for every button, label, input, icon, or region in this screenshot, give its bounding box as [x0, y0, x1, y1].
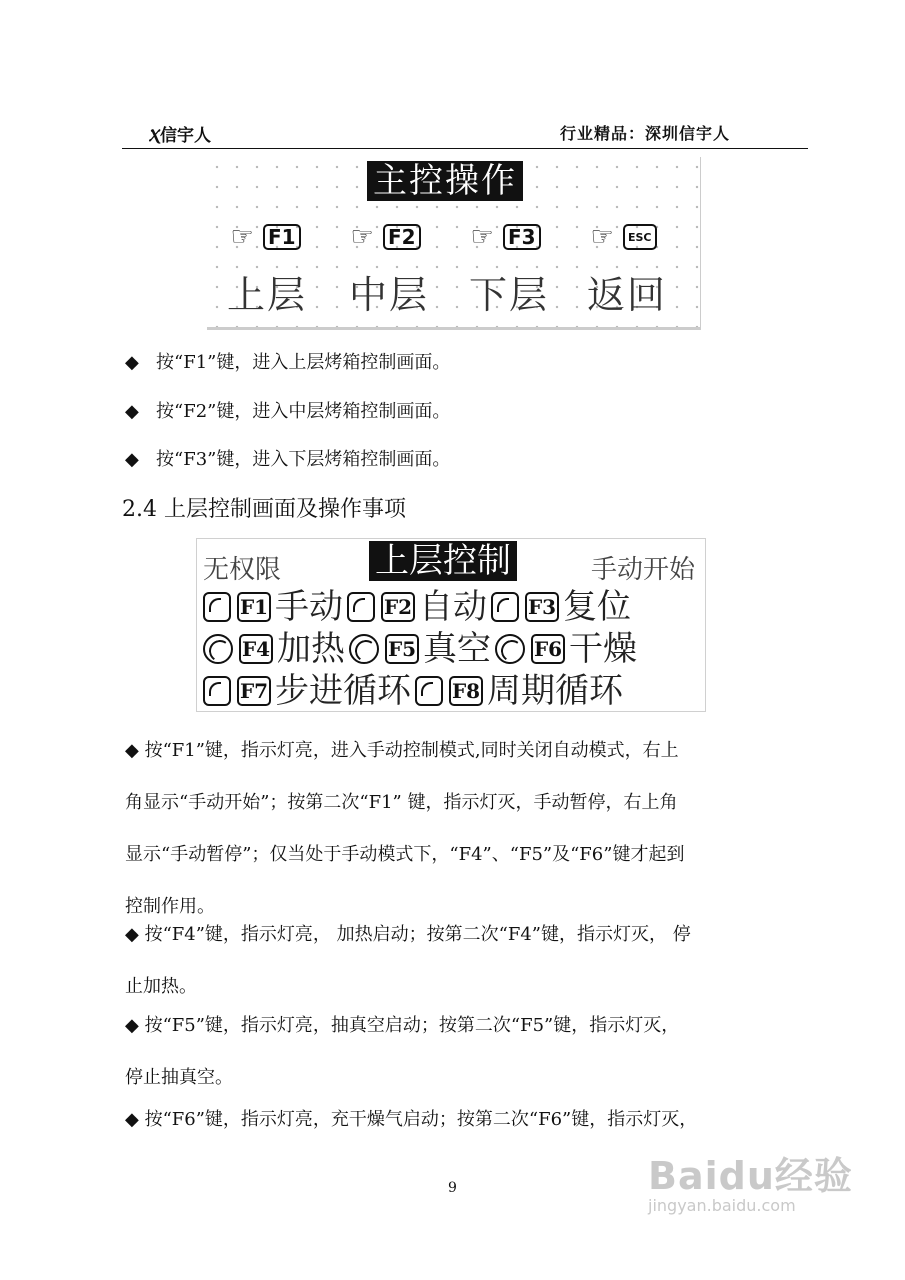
diamond-bullet-icon: ◆	[125, 449, 139, 470]
bullet-item	[125, 353, 450, 373]
paragraph-f5	[125, 1000, 810, 1104]
indicator-lamp-icon	[415, 676, 443, 706]
indicator-lamp-icon	[203, 676, 231, 706]
panel1-label-lower: 下层	[469, 273, 550, 317]
paragraph-line: ◆ 按“F4”键，指示灯亮， 加热启动；按第二次“F4”键，指示灯灭， 停	[125, 924, 691, 945]
section-heading: 2.4 上层控制画面及操作事项	[122, 497, 406, 522]
key-label: F5	[385, 634, 419, 664]
paragraph-line: ◆ 按“F6”键，指示灯亮，充干燥气启动；按第二次“F6”键，指示灯灭，	[125, 1109, 698, 1130]
permission-status: 无权限	[203, 555, 282, 585]
paragraph-line: ◆ 按“F5”键，指示灯亮，抽真空启动；按第二次“F5”键，指示灯灭，	[125, 1015, 680, 1036]
indicator-lamp-icon	[495, 634, 525, 664]
watermark-url: jingyan.baidu.com	[648, 1196, 796, 1215]
paragraph-line: ◆ 按“F1”键，指示灯亮，进入手动控制模式,同时关闭自动模式，右上	[125, 740, 679, 761]
key-label: F3	[525, 592, 559, 622]
control-row-1	[203, 587, 635, 627]
indicator-lamp-icon	[491, 592, 519, 622]
control-row-2	[203, 629, 641, 669]
panel1-key-f3	[465, 221, 541, 253]
header-divider	[122, 148, 808, 149]
pointing-hand-icon: ☞	[230, 222, 254, 252]
page-number: 9	[448, 1180, 457, 1196]
panel1-key-f1	[225, 221, 301, 253]
panel2-title: 上层控制	[369, 541, 517, 581]
paragraph-line: 显示“手动暂停”；仅当处于手动模式下，“F4”、“F5”及“F6”键才起到	[125, 844, 685, 865]
bullet-item	[125, 450, 450, 470]
function-label: 手动	[275, 587, 343, 627]
paragraph-f6	[125, 1094, 810, 1146]
watermark	[648, 1145, 853, 1215]
paragraph-line: 角显示“手动开始”；按第二次“F1” 键，指示灯灭，手动暂停，右上角	[125, 792, 678, 813]
bullet-text: 按“F1”键，进入上层烤箱控制画面。	[156, 352, 451, 373]
pointing-hand-icon: ☞	[350, 222, 374, 252]
watermark-logo: Baidu经验	[648, 1154, 853, 1198]
function-label: 加热	[277, 629, 345, 669]
panel1-key-f2	[345, 221, 421, 253]
indicator-lamp-icon	[349, 634, 379, 664]
key-label: F7	[237, 676, 271, 706]
function-label: 步进循环	[275, 671, 411, 711]
logo-text: 信宇人	[160, 126, 212, 146]
panel1-key-esc	[585, 221, 657, 253]
header-logo	[148, 121, 211, 146]
key-label: F1	[237, 592, 271, 622]
bullet-item	[125, 402, 450, 422]
indicator-lamp-icon	[203, 634, 233, 664]
upper-control-panel-image	[196, 538, 706, 712]
key-label: F4	[239, 634, 273, 664]
bullet-text: 按“F2”键，进入中层烤箱控制画面。	[156, 401, 451, 422]
main-control-panel-image	[207, 157, 701, 330]
function-label: 复位	[563, 587, 631, 627]
header-title: 行业精品：深圳信宇人	[559, 124, 730, 143]
key-label: ESC	[623, 224, 657, 250]
indicator-lamp-icon	[203, 592, 231, 622]
indicator-lamp-icon	[347, 592, 375, 622]
diamond-bullet-icon: ◆	[125, 352, 139, 373]
control-row-3	[203, 671, 627, 711]
panel1-title: 主控操作	[367, 161, 523, 201]
panel1-label-upper: 上层	[227, 273, 308, 317]
key-label: F2	[383, 224, 421, 250]
logo-mark-icon: Ⲭ	[148, 126, 160, 146]
function-label: 自动	[419, 587, 487, 627]
mode-status: 手动开始	[590, 555, 695, 585]
pointing-hand-icon: ☞	[590, 222, 614, 252]
function-label: 真空	[423, 629, 491, 669]
paragraph-line: 停止抽真空。	[125, 1067, 233, 1088]
diamond-bullet-icon: ◆	[125, 401, 139, 422]
key-label: F6	[531, 634, 565, 664]
panel1-label-return: 返回	[587, 273, 668, 317]
panel1-label-middle: 中层	[349, 273, 430, 317]
paragraph-line: 控制作用。	[125, 896, 215, 917]
key-label: F2	[381, 592, 415, 622]
function-label: 干燥	[569, 629, 637, 669]
paragraph-f4	[125, 909, 810, 1013]
pointing-hand-icon: ☞	[470, 222, 494, 252]
key-label: F1	[263, 224, 301, 250]
function-label: 周期循环	[487, 671, 623, 711]
paragraph-line: 止加热。	[125, 976, 197, 997]
key-label: F8	[449, 676, 483, 706]
key-label: F3	[503, 224, 541, 250]
bullet-text: 按“F3”键，进入下层烤箱控制画面。	[156, 449, 451, 470]
paragraph-f1	[125, 725, 810, 933]
